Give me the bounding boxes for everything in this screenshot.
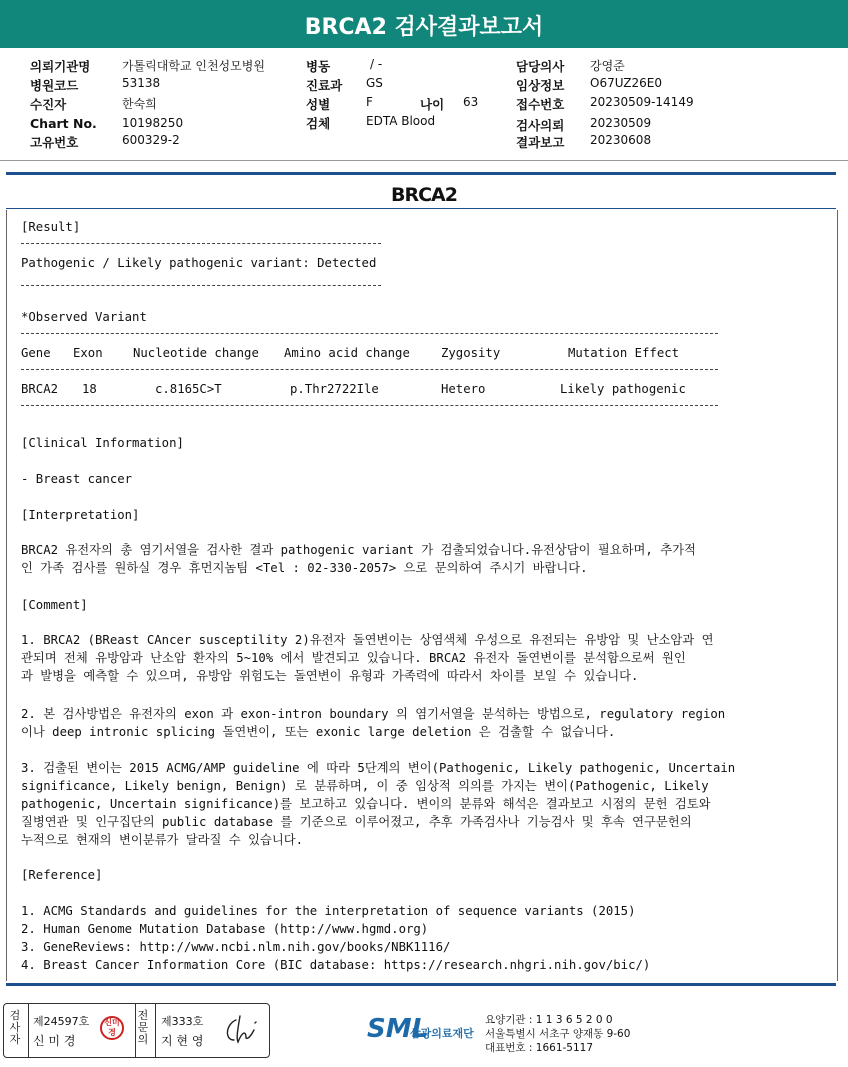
title-bar	[0, 0, 848, 48]
value-specimen: EDTA Blood	[366, 114, 436, 128]
comment-line: 질병연관 및 인구집단의 public database 를 기준으로 이루어졌고, 추후 가족검사나 기능검사 및 후속 연구문헌의	[21, 815, 692, 829]
comment-line: 관되며 전체 유방암과 난소암 환자의 5~10% 에서 발견되고 있습니다. BRCA2 유전자 돌연변이를 분석함으로써 원인	[21, 651, 686, 665]
expert-label	[136, 1010, 150, 1046]
expert-name: 지 현 영	[161, 1034, 204, 1048]
logo-mark: SML	[367, 1014, 429, 1044]
reference-item: 4. Breast Cancer Information Core (BIC database: https://research.nhgri.nih.gov/bic/)	[21, 958, 651, 972]
label-specimen: 검체	[306, 116, 331, 131]
header-divider	[0, 160, 848, 161]
col-exon: Exon	[73, 346, 103, 360]
label-physician: 담당의사	[516, 59, 565, 74]
result-heading: [Result]	[21, 220, 81, 234]
value-request-date: 20230509	[590, 116, 652, 130]
institution-code: 요양기관 : 1 1 3 6 5 2 0 0	[485, 1014, 613, 1026]
reference-list	[21, 902, 650, 974]
value-sex: F	[366, 95, 373, 109]
report-body	[6, 210, 838, 981]
col-nucleotide-change: Nucleotide change	[133, 346, 259, 360]
col-gene: Gene	[21, 346, 51, 360]
comment-line: significance, Likely benign, Benign) 로 분류하며, 이 중 임상적 의의를 가지는 변이(Pathogenic, Likely	[21, 779, 709, 793]
comment-heading: [Comment]	[21, 598, 88, 612]
comment-paragraph-2	[21, 705, 725, 741]
cell-gene: BRCA2	[21, 382, 59, 396]
cell-exon: 18	[82, 382, 97, 396]
label-clinical-info: 임상정보	[516, 78, 565, 93]
col-mutation-effect: Mutation Effect	[568, 346, 680, 360]
comment-line: 누적으로 현재의 변이분류가 달라질 수 있습니다.	[21, 833, 303, 847]
tester-license-no: 제24597호	[33, 1015, 90, 1028]
cell-divider	[155, 1004, 156, 1057]
expert-label-text: 전 문 의	[137, 1009, 149, 1046]
gene-heading-rule	[6, 208, 836, 209]
cell-mutation-effect: Likely pathogenic	[560, 382, 686, 396]
comment-line: 2. 본 검사방법은 유전자의 exon 과 exon-intron boundary 의 염기서열을 분석하는 방법으로, regulatory region	[21, 707, 726, 721]
dashed-rule	[21, 333, 718, 334]
cell-zygosity: Hetero	[441, 382, 486, 396]
report-title: BRCA2 검사결과보고서	[304, 15, 544, 40]
label-patient: 수진자	[30, 97, 67, 112]
comment-paragraph-1	[21, 631, 713, 685]
label-report-date: 결과보고	[516, 135, 565, 150]
value-institution: 가톨릭대학교 인천성모병원	[122, 59, 265, 73]
label-department: 진료과	[306, 78, 343, 93]
reference-item: 1. ACMG Standards and guidelines for the interpretation of sequence variants (2015)	[21, 904, 636, 918]
interpretation-line: BRCA2 유전자의 총 염기서열을 검사한 결과 pathogenic variant 가 검출되었습니다.유전상담이 필요하며, 추가적	[21, 543, 696, 557]
label-ward: 병동	[306, 59, 331, 74]
dashed-rule	[21, 243, 381, 244]
tester-label	[8, 1010, 22, 1046]
reference-item: 3. GeneReviews: http://www.ncbi.nlm.nih.gov/books/NBK1116/	[21, 940, 451, 954]
result-text: Pathogenic / Likely pathogenic variant: Detected	[21, 256, 377, 270]
value-receipt-no: 20230509-14149	[590, 95, 694, 109]
org-phone: 대표번호 : 1661-5117	[485, 1042, 594, 1054]
value-department: GS	[366, 76, 383, 90]
interpretation-line: 인 가족 검사를 원하실 경우 휴먼지놈팀 <Tel : 02-330-2057> 으로 문의하여 주시기 바랍니다.	[21, 561, 588, 575]
value-chart-no: 10198250	[122, 116, 184, 130]
interpretation-text	[21, 541, 696, 577]
comment-paragraph-3	[21, 759, 735, 849]
comment-line: pathogenic, Uncertain significance)를 보고하고 있습니다. 변이의 분류와 해석은 결과보고 시점의 문헌 검토와	[21, 797, 711, 811]
expert-license-no: 제333호	[161, 1015, 204, 1028]
col-amino-acid-change: Amino acid change	[284, 346, 410, 360]
value-hospital-code: 53138	[122, 76, 161, 90]
label-unique-no: 고유번호	[30, 135, 79, 150]
top-blue-rule	[6, 172, 836, 175]
reference-heading: [Reference]	[21, 868, 103, 882]
label-request-date: 검사의뢰	[516, 118, 565, 133]
value-unique-no: 600329-2	[122, 133, 180, 147]
bottom-blue-rule	[6, 983, 836, 986]
expert-signature	[222, 1012, 262, 1046]
label-chart-no: Chart No.	[30, 116, 97, 131]
value-physician: 강영준	[590, 59, 625, 73]
comment-line: 이나 deep intronic splicing 돌연변이, 또는 exonic large deletion 은 검출할 수 없습니다.	[21, 725, 616, 739]
comment-line: 1. BRCA2 (BReast CAncer susceptility 2)유전자 돌연변이는 상염색체 우성으로 유전되는 유방암 및 난소암과 연	[21, 633, 714, 647]
dashed-rule	[21, 285, 381, 286]
cell-amino-acid-change: p.Thr2722Ile	[290, 382, 379, 396]
label-receipt-no: 접수번호	[516, 97, 565, 112]
label-institution: 의뢰기관명	[30, 59, 91, 74]
value-age: 63	[463, 95, 479, 109]
tester-name: 신 미 경	[33, 1034, 76, 1048]
org-address: 서울특별시 서초구 양재동 9-60	[485, 1028, 631, 1040]
label-sex: 성별	[306, 97, 331, 112]
dashed-rule	[21, 405, 718, 406]
interpretation-heading: [Interpretation]	[21, 508, 140, 522]
clinical-info-heading: [Clinical Information]	[21, 436, 184, 450]
cell-nucleotide-change: c.8165C>T	[155, 382, 222, 396]
value-ward: / -	[370, 57, 383, 71]
label-hospital-code: 병원코드	[30, 78, 79, 93]
value-report-date: 20230608	[590, 133, 652, 147]
reference-item: 2. Human Genome Mutation Database (http://www.hgmd.org)	[21, 922, 429, 936]
cell-divider	[28, 1004, 29, 1057]
value-clinical-info: O67UZ26E0	[590, 76, 662, 90]
dashed-rule	[21, 369, 718, 370]
comment-line: 과 발병을 예측할 수 있으며, 유방암 위험도는 돌연변이 유형과 가족력에 따라서 차이를 보일 수 있습니다.	[21, 669, 639, 683]
label-age: 나이	[420, 97, 445, 112]
gene-heading: BRCA2	[391, 184, 457, 206]
org-name: 삼광의료재단	[410, 1027, 474, 1040]
clinical-info-text: - Breast cancer	[21, 472, 133, 486]
col-zygosity: Zygosity	[441, 346, 501, 360]
tester-seal: 신미경	[100, 1016, 124, 1040]
value-patient: 한숙희	[122, 97, 157, 111]
observed-variant-heading: *Observed Variant	[21, 310, 147, 324]
tester-label-text: 검 사 자	[9, 1009, 21, 1046]
comment-line: 3. 검출된 변이는 2015 ACMG/AMP guideline 에 따라 5단계의 변이(Pathogenic, Likely pathogenic, Uncertain	[21, 761, 736, 775]
